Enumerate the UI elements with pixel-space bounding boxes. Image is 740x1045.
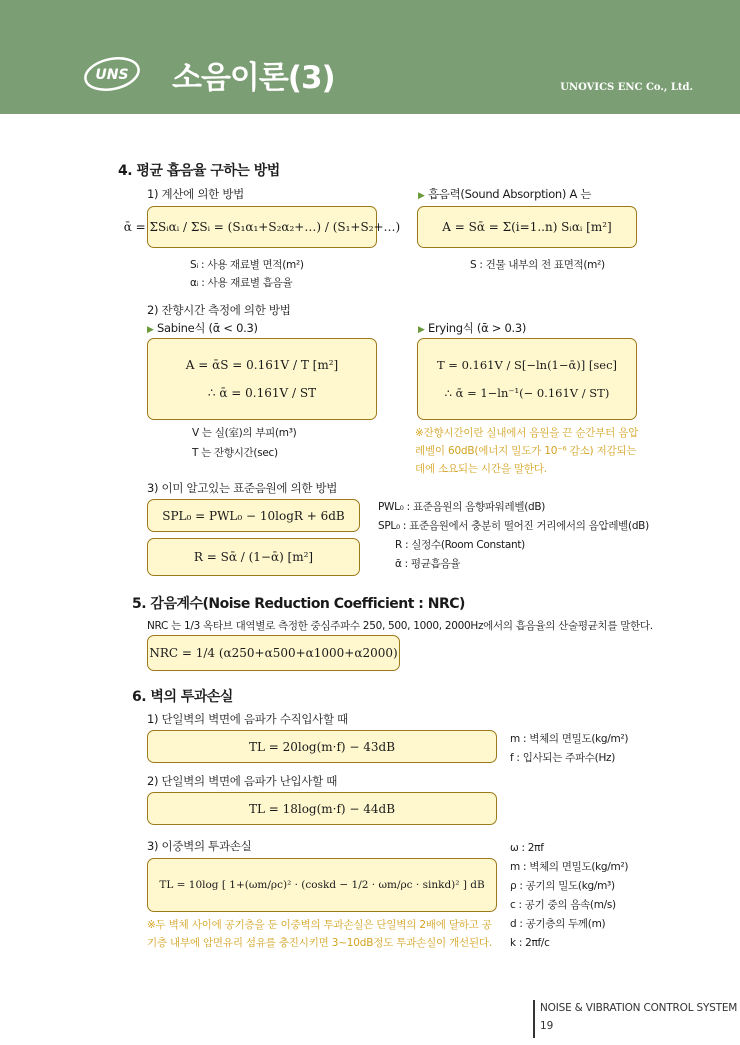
company-name: UNOVICS ENC Co., Ltd.: [560, 82, 693, 93]
eq-A: A = Sᾱ = Σ(i=1..n) Sᵢαᵢ [m²]: [442, 220, 612, 234]
s6-sub1: 1) 단일벽의 벽면에 음파가 수직입사할 때: [147, 712, 348, 726]
eq-spl-box: [147, 499, 360, 532]
footer-system: NOISE & VIBRATION CONTROL SYSTEM: [540, 1002, 738, 1014]
eq-R-box: [147, 538, 360, 576]
eq-alpha: ᾱ = ΣSᵢαᵢ / ΣSᵢ = (S₁α₁+S₂α₂+…) / (S₁+S₂+…): [123, 220, 401, 234]
footer-divider: [533, 1000, 535, 1038]
def-T: T 는 잔향시간(sec): [192, 447, 278, 459]
eq-tl1: TL = 20log(m·f) − 43dB: [248, 739, 396, 754]
section-5-title: 5. 감음계수(Noise Reduction Coefficient : NRC): [132, 596, 465, 612]
def-k: k : 2πf/c: [510, 937, 550, 949]
def-abar: ᾱ : 평균흡음율: [395, 558, 461, 570]
def-m2: m : 벽체의 면밀도(kg/m²): [510, 861, 629, 873]
eq-eyring-box: [417, 338, 637, 420]
note-reverb: ※잔향시간이란 실내에서 음원을 끈 순간부터 음압레벨이 60dB(에너지 밀도가 10⁻⁶ 감소) 저감되는 데에 소요되는 시간을 말한다.: [415, 427, 639, 475]
arrow-icon: ▶: [147, 325, 154, 335]
def-S: S : 건물 내부의 전 표면적(m²): [470, 259, 605, 271]
eq-eyring-1: T = 0.161V / S[−ln(1−ᾱ)] [sec]: [436, 358, 618, 372]
def-f: f : 입사되는 주파수(Hz): [510, 752, 616, 764]
def-pwl: PWL₀ : 표준음원의 음향파워레벨(dB): [378, 501, 546, 513]
def-R: R : 실정수(Room Constant): [395, 539, 525, 551]
s4-sub2: 2) 잔향시간 측정에 의한 방법: [147, 303, 291, 317]
eq-tl2: TL = 18log(m·f) − 44dB: [248, 801, 396, 816]
def-si: Sᵢ : 사용 재료별 면적(m²): [190, 259, 304, 271]
eq-tl2-box: [147, 792, 497, 825]
eq-eyring-2: ∴ ᾱ = 1−ln⁻¹(− 0.161V / ST): [444, 386, 610, 400]
absorb-label-row: [418, 186, 591, 202]
eq-tl3: TL = 10log [ 1+(ωm/ρc)² · (coskd − 1/2 · ωm/ρc · sinkd)² ] dB: [159, 879, 485, 891]
s6-sub3: 3) 이중벽의 투과손실: [147, 839, 252, 853]
def-rho: ρ : 공기의 밀도(kg/m³): [510, 880, 615, 892]
sabine-label: Sabine식 (ᾱ < 0.3): [156, 321, 258, 335]
svg-text:UNS: UNS: [95, 67, 129, 83]
sabine-label-row: [147, 320, 258, 336]
s4-sub1: 1) 계산에 의한 방법: [147, 187, 244, 201]
eq-nrc-box: [147, 635, 400, 671]
def-omega: ω : 2πf: [510, 842, 544, 854]
section-4-title: 4. 평균 흡음율 구하는 방법: [118, 163, 280, 179]
arrow-icon: ▶: [418, 325, 425, 335]
eq-tl1-box: [147, 730, 497, 763]
page-title: 소음이론(3): [172, 60, 335, 96]
eyring-label-row: [418, 320, 526, 336]
s6-sub2: 2) 단일벽의 벽면에 음파가 난입사할 때: [147, 774, 338, 788]
arrow-icon: ▶: [418, 191, 425, 201]
absorb-label: 흡음력(Sound Absorption) A 는: [427, 187, 592, 201]
nrc-desc: NRC 는 1/3 옥타브 대역별로 측정한 중심주파수 250, 500, 1000, 2000Hz에서의 흡음율의 산술평균치를 말한다.: [147, 620, 653, 632]
double-wall-defs: [510, 839, 628, 953]
eq-tl3-box: [147, 858, 497, 912]
eq-alpha-box: [123, 206, 401, 248]
def-spl: SPL₀ : 표준음원에서 충분히 떨어진 거리에서의 음압레벨(dB): [378, 520, 649, 532]
uns-logo-icon: [82, 54, 142, 94]
eq-nrc: NRC = 1/4 (α250+α500+α1000+α2000): [149, 646, 398, 660]
note-double-wall: ※두 벽체 사이에 공기층을 둔 이중벽의 투과손실은 단일벽의 2배에 달하고 공기층 내부에 암면유리 섬유를 충진시키면 3~10dB정도 투과손실이 개선된다.: [147, 919, 493, 949]
eq-sabine-box: [147, 338, 377, 420]
page-header: [0, 0, 740, 114]
eq-sabine-2: ∴ ᾱ = 0.161V / ST: [207, 386, 317, 400]
eyring-label: Erying식 (ᾱ > 0.3): [427, 321, 527, 335]
eq-R: R = Sᾱ / (1−ᾱ) [m²]: [193, 550, 314, 564]
def-c: c : 공기 중의 음속(m/s): [510, 899, 616, 911]
section-6-title: 6. 벽의 투과손실: [132, 689, 233, 705]
eq-spl: SPL₀ = PWL₀ − 10logR + 6dB: [162, 508, 345, 523]
eq-sabine-1: A = ᾱS = 0.161V / T [m²]: [185, 358, 339, 372]
def-ai: αᵢ : 사용 재료별 흡음율: [190, 277, 293, 289]
s4-sub3: 3) 이미 알고있는 표준음원에 의한 방법: [147, 481, 338, 495]
page-number: 19: [540, 1020, 554, 1032]
def-d: d : 공기층의 두께(m): [510, 918, 606, 930]
def-V: V 는 실(室)의 부피(m³): [192, 427, 297, 439]
def-m: m : 벽체의 면밀도(kg/m²): [510, 733, 629, 745]
eq-A-box: [417, 206, 637, 248]
